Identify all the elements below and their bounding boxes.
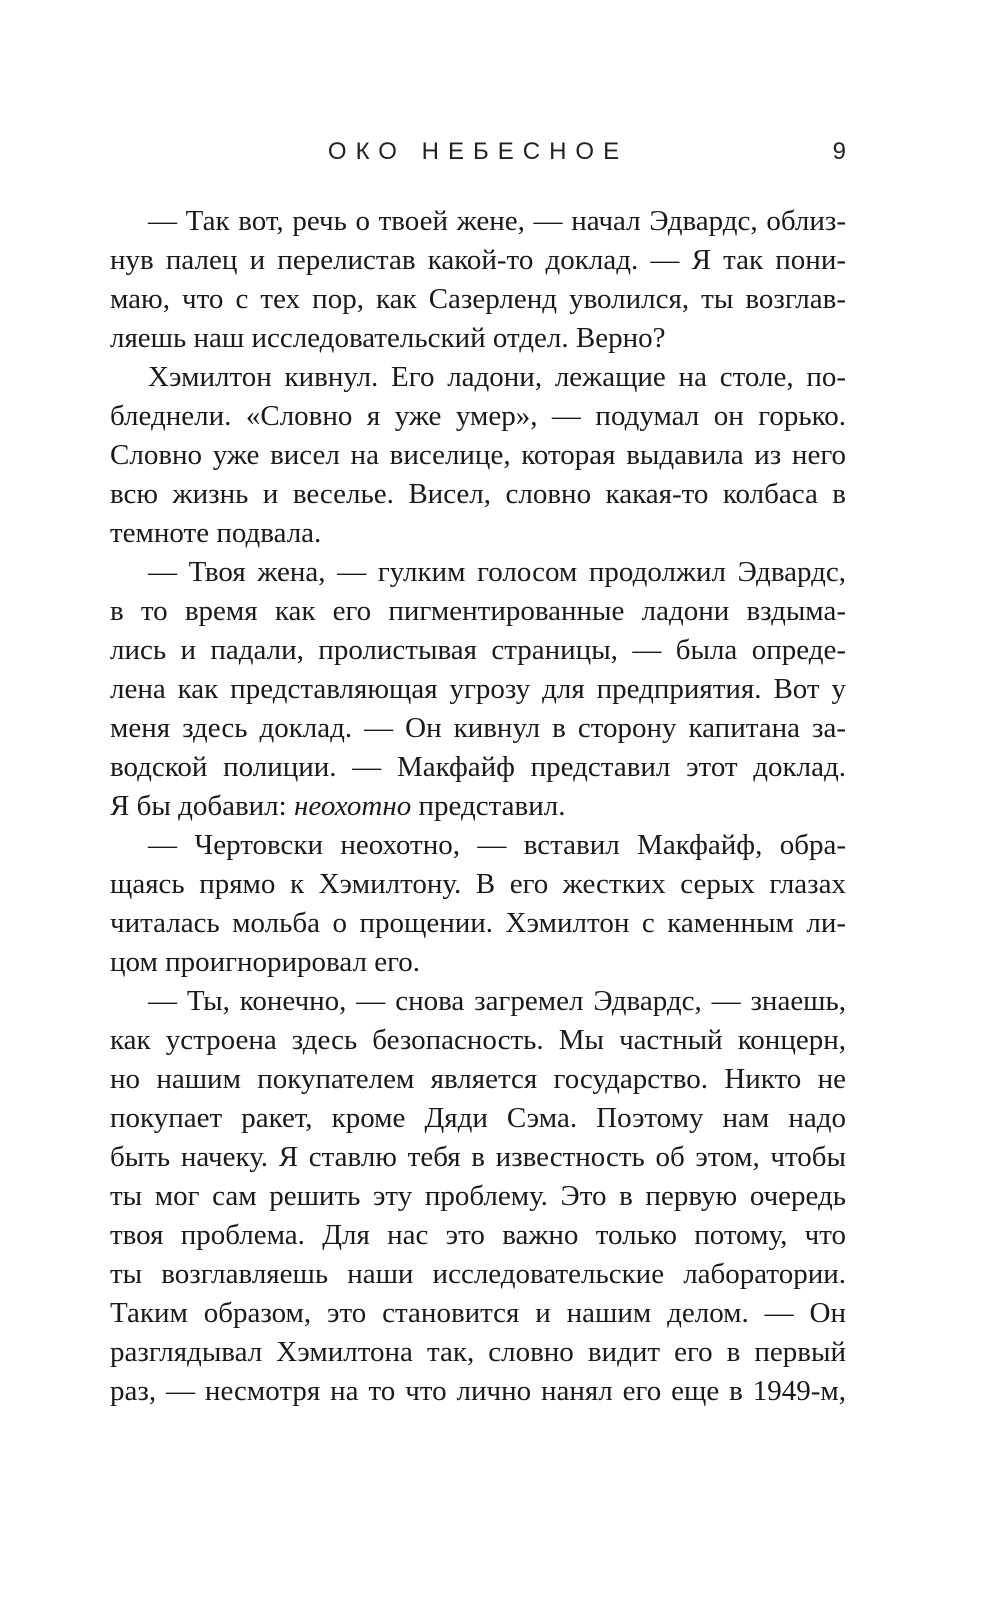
text-line: щаясь прямо к Хэмилтону. В его жестких серых глазах [110,868,846,900]
text-line: бледнели. «Словно я уже умер», — подумал он горько. [110,400,846,432]
text-line: темноте подвала. [110,517,322,549]
text-line: покупает ракет, кроме Дяди Сэма. Поэтому нам надо [110,1102,846,1134]
text-line: но нашим покупателем является государство. Никто не [110,1063,846,1095]
text-line: как устроена здесь безопасность. Мы частный концерн, [110,1024,846,1056]
text-line: водской полиции. — Макфайф представил этот доклад. [110,751,846,783]
italic-fragment: неохотно [293,790,412,822]
text-line: раз, — несмотря на то что лично нанял его еще в 1949-м, [110,1375,846,1407]
text-line: ты возглавляешь наши исследовательские лаборатории. [110,1258,846,1290]
text-line: — Твоя жена, — гулким голосом продолжил Эдвардс, [148,556,846,588]
text-line: маю, что с тех пор, как Сазерленд уволился, ты возглав- [110,283,846,315]
text-line: разглядывал Хэмилтона так, словно видит его в первый [110,1336,846,1368]
text-line-mixed [110,787,846,826]
text-line: лена как представляющая угрозу для предприятия. Вот у [110,673,846,705]
text-line: твоя проблема. Для нас это важно только потому, что [110,1219,846,1251]
page-number: 9 [832,138,846,165]
text-line: Хэмилтон кивнул. Его ладони, лежащие на столе, по- [148,361,846,393]
text-line: цом проигнорировал его. [110,946,420,978]
text-fragment: Я бы добавил: [110,790,294,822]
text-line: нув палец и перелистав какой-то доклад. — Я так пони- [110,244,846,276]
text-line: Таким образом, это становится и нашим делом. — Он [110,1297,846,1329]
text-line: в то время как его пигментированные ладони вздыма- [110,595,846,627]
text-fragment: представил. [411,790,566,822]
text-line: — Так вот, речь о твоей жене, — начал Эдвардс, облиз- [148,205,846,237]
text-line: — Чертовски неохотно, — вставил Макфайф, обра- [148,829,846,861]
text-line: всю жизнь и веселье. Висел, словно какая-то колбаса в [110,478,846,510]
text-line: Словно уже висел на виселице, которая выдавила из него [110,439,846,471]
text-line: ляешь наш исследовательский отдел. Верно? [110,322,666,354]
running-head [110,138,846,178]
text-line: лись и падали, пролистывая страницы, — была опреде- [110,634,846,666]
text-line: быть начеку. Я ставлю тебя в известность об этом, чтобы [110,1141,846,1173]
text-line: — Ты, конечно, — снова загремел Эдвардс, — знаешь, [148,985,846,1017]
text-line: ты мог сам решить эту проблему. Это в первую очередь [110,1180,846,1212]
body-text [110,202,846,1411]
text-line: читалась мольба о прощении. Хэмилтон с каменным ли- [110,907,846,939]
running-title: ОКО НЕБЕСНОЕ [327,138,629,165]
text-line: меня здесь доклад. — Он кивнул в сторону капитана за- [110,712,846,744]
